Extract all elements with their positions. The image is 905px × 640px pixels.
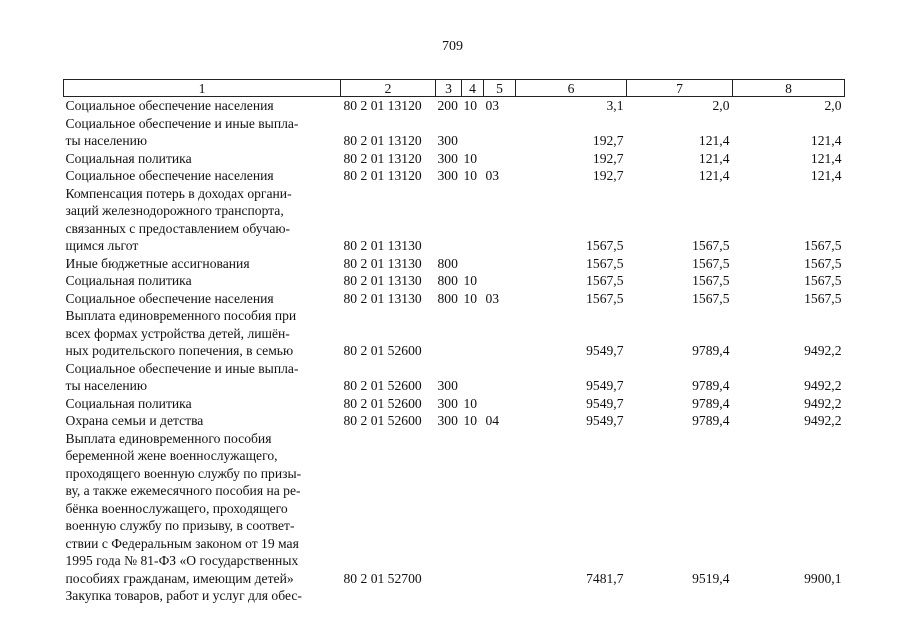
row-value-7: 1567,5	[692, 273, 730, 288]
table-row	[64, 360, 845, 395]
header-row	[64, 80, 845, 97]
row-value-7: 9789,4	[692, 343, 730, 358]
row-name-line: Социальная политика	[65, 273, 192, 288]
row-value-6: 1567,5	[586, 290, 624, 306]
row-pr: 03	[485, 98, 500, 113]
row-rz	[462, 115, 484, 150]
col-header-2: 2	[341, 80, 436, 97]
table-row	[64, 185, 845, 255]
row-name-line: всех формах устройства детей, лишён-	[65, 325, 290, 341]
col-header-5: 5	[484, 80, 516, 97]
row-vr: 200	[437, 98, 458, 113]
row-name	[64, 185, 341, 255]
row-value-6: 3,1	[606, 98, 624, 113]
row-pr	[484, 430, 516, 588]
row-pr	[484, 150, 516, 168]
row-pr	[484, 272, 516, 290]
row-value-8: 2,0	[824, 98, 842, 113]
row-value-8: 9492,2	[804, 343, 842, 358]
row-value-7: 1567,5	[692, 238, 730, 253]
row-pr	[484, 255, 516, 273]
row-name-line: Выплата единовременного пособия	[65, 430, 272, 446]
table-row	[64, 97, 845, 115]
row-code: 80 2 01 13130	[343, 290, 422, 306]
row-vr: 800	[437, 273, 458, 288]
row-name	[64, 97, 341, 115]
row-vr	[436, 587, 462, 605]
col-header-7: 7	[627, 80, 733, 97]
row-vr: 800	[437, 290, 458, 306]
row-value-7: 121,4	[698, 150, 730, 166]
row-code	[341, 587, 436, 605]
row-name-line: Компенсация потерь в доходах органи-	[65, 185, 292, 201]
row-name-line: Социальное обеспечение населения	[65, 168, 274, 183]
row-rz: 10	[463, 150, 478, 166]
row-value-8: 9492,2	[804, 395, 842, 411]
row-value-6: 1567,5	[586, 255, 624, 271]
row-value-8: 121,4	[810, 168, 842, 183]
page-number: 709	[442, 39, 463, 54]
row-name	[64, 360, 341, 395]
table-row	[64, 395, 845, 413]
row-pr: 03	[485, 290, 500, 306]
row-value-7	[627, 587, 733, 605]
row-code: 80 2 01 13120	[343, 98, 422, 113]
row-name-line: Иные бюджетные ассигнования	[65, 255, 250, 271]
row-name-line: Социальная политика	[65, 150, 192, 166]
row-value-8: 9492,2	[804, 413, 842, 428]
row-name	[64, 115, 341, 150]
row-name-line: 1995 года № 81-ФЗ «О государственных	[65, 553, 299, 568]
row-name-line: проходящего военную службу по призы-	[65, 465, 302, 481]
row-name-line: ты населению	[65, 378, 148, 393]
row-rz: 10	[463, 273, 478, 288]
row-name	[64, 395, 341, 413]
table-row	[64, 115, 845, 150]
row-name	[64, 255, 341, 273]
row-name	[64, 150, 341, 168]
row-pr	[484, 307, 516, 360]
row-value-6: 9549,7	[586, 343, 624, 358]
row-name-line: беременной жене военнослужащего,	[65, 448, 278, 463]
row-name	[64, 307, 341, 360]
row-value-8: 1567,5	[804, 273, 842, 288]
row-rz	[462, 430, 484, 588]
row-vr	[436, 307, 462, 360]
row-value-6: 1567,5	[586, 238, 624, 253]
table-row	[64, 150, 845, 168]
row-pr	[484, 587, 516, 605]
row-name-line: Социальная политика	[65, 395, 192, 411]
table-row	[64, 307, 845, 360]
row-rz: 10	[463, 168, 478, 183]
row-rz	[462, 185, 484, 255]
row-name-line: Охрана семьи и детства	[65, 413, 204, 428]
row-value-6: 9549,7	[586, 395, 624, 411]
row-value-8: 121,4	[810, 150, 842, 166]
row-name-line: связанных с предоставлением обучаю-	[65, 220, 291, 236]
row-name-line: щимся льгот	[65, 238, 139, 253]
row-vr: 300	[437, 413, 458, 428]
table-row	[64, 255, 845, 273]
row-value-6: 192,7	[592, 150, 624, 166]
row-pr: 03	[485, 168, 500, 183]
row-pr	[484, 395, 516, 413]
row-name-line: бёнка военнослужащего, проходящего	[65, 500, 288, 516]
row-rz	[462, 255, 484, 273]
row-code: 80 2 01 52600	[343, 378, 422, 393]
row-code: 80 2 01 13120	[343, 133, 422, 148]
row-value-6: 7481,7	[586, 570, 624, 586]
row-name-line: пособиях гражданам, имеющим детей»	[65, 570, 294, 586]
col-header-1: 1	[64, 80, 341, 97]
row-value-8: 9900,1	[804, 570, 842, 586]
table-row	[64, 587, 845, 605]
row-value-8: 9492,2	[804, 378, 842, 393]
row-value-8: 121,4	[810, 133, 842, 148]
row-vr: 800	[437, 255, 458, 271]
row-value-7: 1567,5	[692, 290, 730, 306]
row-value-6: 9549,7	[586, 413, 624, 428]
row-rz: 10	[463, 98, 478, 113]
row-name	[64, 587, 341, 605]
row-code: 80 2 01 13130	[343, 238, 422, 253]
row-value-8	[733, 587, 845, 605]
table-row	[64, 167, 845, 185]
row-vr: 300	[437, 150, 458, 166]
row-value-6: 1567,5	[586, 273, 624, 288]
col-header-3: 3	[436, 80, 462, 97]
row-rz	[462, 307, 484, 360]
table-body	[64, 97, 845, 605]
row-vr: 300	[437, 378, 458, 393]
table-row	[64, 272, 845, 290]
row-pr	[484, 360, 516, 395]
col-header-8: 8	[733, 80, 845, 97]
row-value-7: 9519,4	[692, 570, 730, 586]
row-vr: 300	[437, 395, 458, 411]
row-code: 80 2 01 13130	[343, 273, 422, 288]
row-rz	[462, 587, 484, 605]
row-name-line: ву, а также ежемесячного пособия на ре-	[65, 483, 301, 498]
row-name-line: ты населению	[65, 133, 148, 148]
row-name-line: заций железнодорожного транспорта,	[65, 203, 284, 218]
table-row	[64, 290, 845, 308]
row-vr	[436, 430, 462, 588]
row-value-7: 9789,4	[692, 413, 730, 428]
row-name-line: Выплата единовременного пособия при	[65, 308, 297, 323]
row-name	[64, 167, 341, 185]
table-row	[64, 430, 845, 588]
row-vr: 300	[437, 133, 458, 148]
row-pr: 04	[485, 413, 500, 428]
row-code: 80 2 01 13120	[343, 150, 422, 166]
row-name-line: Социальное обеспечение и иные выпла-	[65, 360, 299, 376]
col-header-6: 6	[516, 80, 627, 97]
row-code: 80 2 01 13130	[343, 255, 422, 271]
row-value-6: 192,7	[592, 168, 624, 183]
row-value-8: 1567,5	[804, 290, 842, 306]
col-header-4: 4	[462, 80, 484, 97]
row-rz: 10	[463, 413, 478, 428]
row-name	[64, 412, 341, 430]
row-name-line: ствии с Федеральным законом от 19 мая	[65, 535, 299, 551]
row-code: 80 2 01 52700	[343, 570, 422, 586]
row-name	[64, 272, 341, 290]
row-vr: 300	[437, 168, 458, 183]
row-value-8: 1567,5	[804, 255, 842, 271]
row-name-line: Социальное обеспечение населения	[65, 98, 274, 113]
row-name-line: Социальное обеспечение населения	[65, 290, 274, 306]
row-pr	[484, 185, 516, 255]
row-rz: 10	[463, 290, 478, 306]
row-value-7: 2,0	[712, 98, 730, 113]
row-value-8: 1567,5	[804, 238, 842, 253]
row-value-7: 121,4	[698, 133, 730, 148]
row-value-6: 9549,7	[586, 378, 624, 393]
row-rz	[462, 360, 484, 395]
row-value-7: 121,4	[698, 168, 730, 183]
row-code: 80 2 01 52600	[343, 343, 422, 358]
row-code: 80 2 01 13120	[343, 168, 422, 183]
row-vr	[436, 185, 462, 255]
row-value-7: 9789,4	[692, 395, 730, 411]
row-name	[64, 430, 341, 588]
row-code: 80 2 01 52600	[343, 413, 422, 428]
row-name-line: ных родительского попечения, в семью	[65, 343, 294, 358]
row-value-7: 1567,5	[692, 255, 730, 271]
row-value-6	[516, 587, 627, 605]
row-name-line: Социальное обеспечение и иные выпла-	[65, 115, 299, 131]
row-value-7: 9789,4	[692, 378, 730, 393]
row-code: 80 2 01 52600	[343, 395, 422, 411]
row-name-line: военную службу по призыву, в соответ-	[65, 518, 295, 533]
row-rz: 10	[463, 395, 478, 411]
row-name-line: Закупка товаров, работ и услуг для обес-	[65, 588, 302, 603]
row-value-6: 192,7	[592, 133, 624, 148]
budget-table	[63, 79, 845, 605]
row-pr	[484, 115, 516, 150]
row-name	[64, 290, 341, 308]
table-row	[64, 412, 845, 430]
